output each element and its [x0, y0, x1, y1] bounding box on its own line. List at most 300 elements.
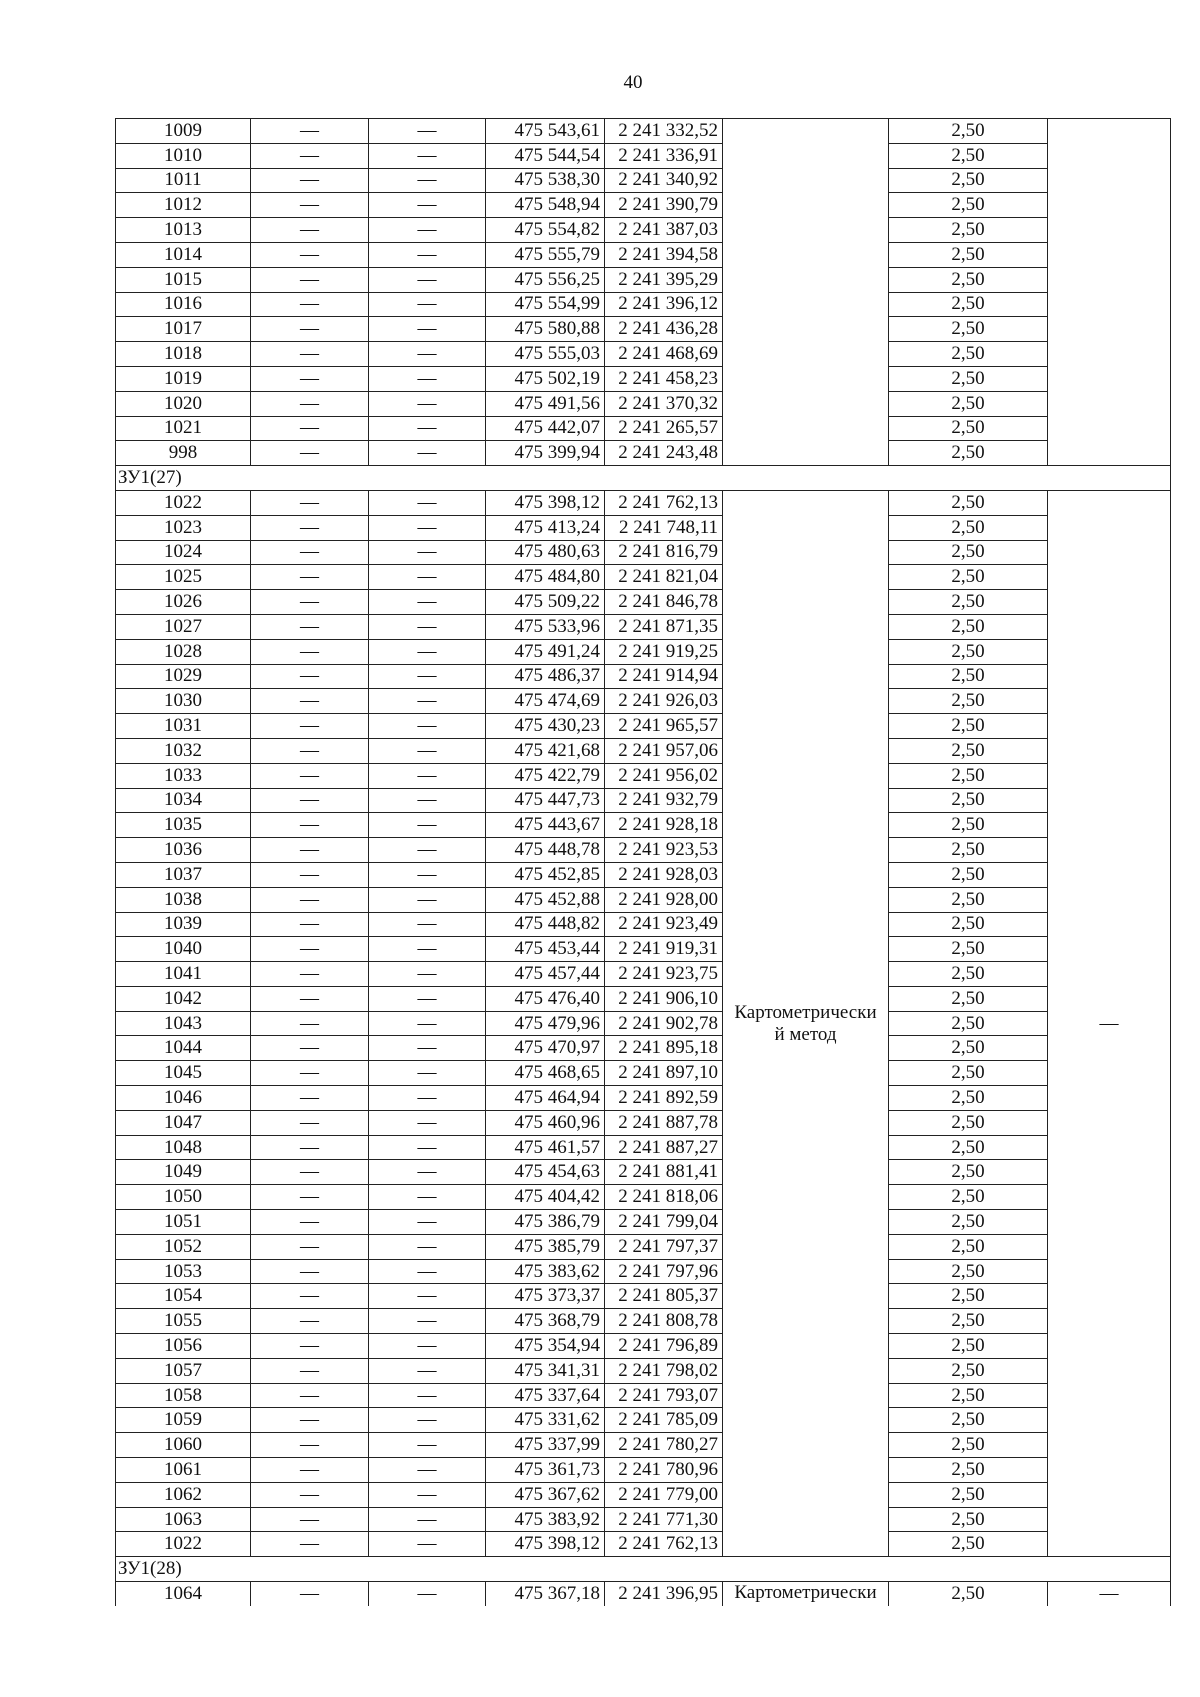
accuracy-value: 2,50: [889, 590, 1048, 615]
coordinate-y: 2 241 265,57: [605, 416, 723, 441]
point-number: 1037: [116, 862, 251, 887]
coordinate-y: 2 241 332,52: [605, 119, 723, 144]
last-column-cell: —: [1048, 490, 1171, 1556]
coordinate-y: 2 241 957,06: [605, 738, 723, 763]
accuracy-value: 2,50: [889, 1234, 1048, 1259]
coordinate-x: 475 486,37: [486, 664, 605, 689]
point-number: 1056: [116, 1334, 251, 1359]
accuracy-value: 2,50: [889, 168, 1048, 193]
coordinate-x: 475 354,94: [486, 1334, 605, 1359]
accuracy-value: 2,50: [889, 490, 1048, 515]
empty-y-old: —: [369, 1383, 486, 1408]
table-row: [116, 862, 1171, 887]
table-row: [116, 639, 1171, 664]
empty-y-old: —: [369, 1458, 486, 1483]
point-number: 1009: [116, 119, 251, 144]
coordinate-y: 2 241 821,04: [605, 565, 723, 590]
empty-x-old: —: [251, 1259, 369, 1284]
accuracy-value: 2,50: [889, 1086, 1048, 1111]
empty-x-old: —: [251, 218, 369, 243]
empty-y-old: —: [369, 614, 486, 639]
empty-x-old: —: [251, 1185, 369, 1210]
coordinate-x: 475 331,62: [486, 1408, 605, 1433]
coordinate-y: 2 241 762,13: [605, 490, 723, 515]
coordinate-y: 2 241 340,92: [605, 168, 723, 193]
point-number: 1012: [116, 193, 251, 218]
table-row: [116, 416, 1171, 441]
table-row: [116, 317, 1171, 342]
point-number: 1054: [116, 1284, 251, 1309]
coordinate-y: 2 241 919,25: [605, 639, 723, 664]
coordinate-x: 475 476,40: [486, 986, 605, 1011]
accuracy-value: 2,50: [889, 119, 1048, 144]
coordinate-x: 475 452,88: [486, 887, 605, 912]
accuracy-value: 2,50: [889, 1160, 1048, 1185]
accuracy-value: 2,50: [889, 1507, 1048, 1532]
empty-x-old: —: [251, 1408, 369, 1433]
coordinate-x: 475 555,79: [486, 242, 605, 267]
table-row: [116, 1110, 1171, 1135]
point-number: 1023: [116, 515, 251, 540]
point-number: 1061: [116, 1458, 251, 1483]
point-number: 1060: [116, 1433, 251, 1458]
method-cell: Картометрически й метод: [723, 490, 889, 1556]
coordinate-y: 2 241 846,78: [605, 590, 723, 615]
empty-x-old: —: [251, 515, 369, 540]
table-row: [116, 565, 1171, 590]
empty-y-old: —: [369, 763, 486, 788]
coordinate-x: 475 367,18: [486, 1582, 605, 1606]
point-number: 1025: [116, 565, 251, 590]
table-row: [116, 1061, 1171, 1086]
accuracy-value: 2,50: [889, 639, 1048, 664]
coordinate-y: 2 241 793,07: [605, 1383, 723, 1408]
table-row: [116, 1185, 1171, 1210]
empty-y-old: —: [369, 143, 486, 168]
point-number: 1031: [116, 714, 251, 739]
coordinate-y: 2 241 762,13: [605, 1532, 723, 1557]
table-row: [116, 391, 1171, 416]
empty-y-old: —: [369, 689, 486, 714]
accuracy-value: 2,50: [889, 267, 1048, 292]
table-row: [116, 1408, 1171, 1433]
table-row: [116, 267, 1171, 292]
empty-x-old: —: [251, 986, 369, 1011]
coordinate-x: 475 509,22: [486, 590, 605, 615]
empty-y-old: —: [369, 267, 486, 292]
empty-x-old: —: [251, 1036, 369, 1061]
empty-y-old: —: [369, 912, 486, 937]
point-number: 1018: [116, 342, 251, 367]
coordinate-x: 475 468,65: [486, 1061, 605, 1086]
coordinate-x: 475 580,88: [486, 317, 605, 342]
point-number: 1035: [116, 813, 251, 838]
empty-y-old: —: [369, 1334, 486, 1359]
coordinate-x: 475 383,92: [486, 1507, 605, 1532]
table-row: [116, 1532, 1171, 1557]
coordinate-y: 2 241 468,69: [605, 342, 723, 367]
coordinate-x: 475 555,03: [486, 342, 605, 367]
empty-y-old: —: [369, 862, 486, 887]
coordinate-x: 475 543,61: [486, 119, 605, 144]
empty-y-old: —: [369, 1135, 486, 1160]
coordinate-y: 2 241 370,32: [605, 391, 723, 416]
coordinate-y: 2 241 928,00: [605, 887, 723, 912]
accuracy-value: 2,50: [889, 366, 1048, 391]
empty-x-old: —: [251, 912, 369, 937]
point-number: 1043: [116, 1011, 251, 1036]
empty-x-old: —: [251, 1433, 369, 1458]
point-number: 1051: [116, 1210, 251, 1235]
coordinate-x: 475 422,79: [486, 763, 605, 788]
point-number: 1017: [116, 317, 251, 342]
accuracy-value: 2,50: [889, 292, 1048, 317]
table-row: [116, 168, 1171, 193]
coordinate-y: 2 241 780,27: [605, 1433, 723, 1458]
accuracy-value: 2,50: [889, 912, 1048, 937]
last-column-cell: [1048, 119, 1171, 466]
empty-x-old: —: [251, 689, 369, 714]
table-row: [116, 1086, 1171, 1111]
accuracy-value: 2,50: [889, 515, 1048, 540]
empty-x-old: —: [251, 193, 369, 218]
empty-y-old: —: [369, 1160, 486, 1185]
point-number: 1010: [116, 143, 251, 168]
empty-x-old: —: [251, 1358, 369, 1383]
coordinate-x: 475 337,99: [486, 1433, 605, 1458]
empty-x-old: —: [251, 1210, 369, 1235]
accuracy-value: 2,50: [889, 1036, 1048, 1061]
coordinates-table: [115, 118, 1171, 1606]
point-number: 1024: [116, 540, 251, 565]
empty-x-old: —: [251, 119, 369, 144]
coordinate-y: 2 241 923,49: [605, 912, 723, 937]
empty-y-old: —: [369, 441, 486, 466]
coordinate-y: 2 241 396,95: [605, 1582, 723, 1606]
empty-y-old: —: [369, 1309, 486, 1334]
accuracy-value: 2,50: [889, 540, 1048, 565]
point-number: 1026: [116, 590, 251, 615]
empty-x-old: —: [251, 342, 369, 367]
coordinate-x: 475 447,73: [486, 788, 605, 813]
point-number: 1058: [116, 1383, 251, 1408]
table-row: [116, 119, 1171, 144]
empty-x-old: —: [251, 1334, 369, 1359]
table-row: [116, 1582, 1171, 1606]
coordinate-y: 2 241 914,94: [605, 664, 723, 689]
empty-y-old: —: [369, 714, 486, 739]
point-number: 1040: [116, 937, 251, 962]
empty-x-old: —: [251, 317, 369, 342]
coordinate-y: 2 241 895,18: [605, 1036, 723, 1061]
point-number: 1059: [116, 1408, 251, 1433]
accuracy-value: 2,50: [889, 813, 1048, 838]
empty-y-old: —: [369, 887, 486, 912]
empty-x-old: —: [251, 937, 369, 962]
table-row: [116, 1383, 1171, 1408]
point-number: 1027: [116, 614, 251, 639]
coordinate-y: 2 241 458,23: [605, 366, 723, 391]
coordinate-y: 2 241 887,27: [605, 1135, 723, 1160]
point-number: 1020: [116, 391, 251, 416]
coordinate-x: 475 502,19: [486, 366, 605, 391]
accuracy-value: 2,50: [889, 193, 1048, 218]
empty-y-old: —: [369, 515, 486, 540]
empty-y-old: —: [369, 540, 486, 565]
table-row: [116, 813, 1171, 838]
empty-y-old: —: [369, 1011, 486, 1036]
empty-x-old: —: [251, 168, 369, 193]
coordinate-y: 2 241 906,10: [605, 986, 723, 1011]
coordinate-y: 2 241 956,02: [605, 763, 723, 788]
accuracy-value: 2,50: [889, 1334, 1048, 1359]
empty-y-old: —: [369, 1482, 486, 1507]
coordinate-x: 475 399,94: [486, 441, 605, 466]
coordinate-x: 475 479,96: [486, 1011, 605, 1036]
empty-y-old: —: [369, 1210, 486, 1235]
table-row: [116, 515, 1171, 540]
coordinate-y: 2 241 796,89: [605, 1334, 723, 1359]
coordinate-x: 475 337,64: [486, 1383, 605, 1408]
group-header-row: [116, 466, 1171, 491]
coordinate-x: 475 373,37: [486, 1284, 605, 1309]
table-row: [116, 1507, 1171, 1532]
table-row: [116, 1036, 1171, 1061]
empty-y-old: —: [369, 416, 486, 441]
accuracy-value: 2,50: [889, 664, 1048, 689]
accuracy-value: 2,50: [889, 565, 1048, 590]
coordinate-x: 475 341,31: [486, 1358, 605, 1383]
coordinate-x: 475 398,12: [486, 490, 605, 515]
accuracy-value: 2,50: [889, 1185, 1048, 1210]
empty-x-old: —: [251, 565, 369, 590]
empty-y-old: —: [369, 788, 486, 813]
table-row: [116, 1433, 1171, 1458]
empty-x-old: —: [251, 1135, 369, 1160]
empty-x-old: —: [251, 1532, 369, 1557]
coordinate-x: 475 448,78: [486, 838, 605, 863]
coordinate-x: 475 454,63: [486, 1160, 605, 1185]
table-row: [116, 937, 1171, 962]
coordinate-x: 475 461,57: [486, 1135, 605, 1160]
accuracy-value: 2,50: [889, 1284, 1048, 1309]
coordinate-y: 2 241 932,79: [605, 788, 723, 813]
empty-y-old: —: [369, 317, 486, 342]
coordinate-y: 2 241 902,78: [605, 1011, 723, 1036]
empty-x-old: —: [251, 416, 369, 441]
coordinate-y: 2 241 818,06: [605, 1185, 723, 1210]
table-row: [116, 887, 1171, 912]
table-row: [116, 540, 1171, 565]
empty-x-old: —: [251, 1234, 369, 1259]
accuracy-value: 2,50: [889, 1358, 1048, 1383]
coordinate-y: 2 241 779,00: [605, 1482, 723, 1507]
empty-x-old: —: [251, 1086, 369, 1111]
table-row: [116, 590, 1171, 615]
empty-y-old: —: [369, 490, 486, 515]
accuracy-value: 2,50: [889, 738, 1048, 763]
coordinate-y: 2 241 748,11: [605, 515, 723, 540]
coordinate-y: 2 241 928,03: [605, 862, 723, 887]
accuracy-value: 2,50: [889, 887, 1048, 912]
empty-x-old: —: [251, 664, 369, 689]
coordinate-x: 475 460,96: [486, 1110, 605, 1135]
table-body: [116, 119, 1171, 1606]
empty-x-old: —: [251, 1507, 369, 1532]
point-number: 1014: [116, 242, 251, 267]
empty-y-old: —: [369, 986, 486, 1011]
point-number: 1028: [116, 639, 251, 664]
coordinate-y: 2 241 780,96: [605, 1458, 723, 1483]
table-row: [116, 490, 1171, 515]
accuracy-value: 2,50: [889, 714, 1048, 739]
empty-x-old: —: [251, 1061, 369, 1086]
table-row: [116, 342, 1171, 367]
coordinate-y: 2 241 871,35: [605, 614, 723, 639]
accuracy-value: 2,50: [889, 614, 1048, 639]
table-row: [116, 763, 1171, 788]
coordinate-x: 475 484,80: [486, 565, 605, 590]
empty-x-old: —: [251, 540, 369, 565]
coordinate-x: 475 470,97: [486, 1036, 605, 1061]
empty-x-old: —: [251, 738, 369, 763]
point-number: 1050: [116, 1185, 251, 1210]
coordinate-x: 475 452,85: [486, 862, 605, 887]
method-cell: Картометрически: [723, 1582, 889, 1606]
empty-x-old: —: [251, 1284, 369, 1309]
page-number: 40: [623, 72, 643, 93]
coordinate-x: 475 448,82: [486, 912, 605, 937]
table-row: [116, 738, 1171, 763]
table-row: [116, 1284, 1171, 1309]
accuracy-value: 2,50: [889, 242, 1048, 267]
table-row: [116, 1358, 1171, 1383]
accuracy-value: 2,50: [889, 441, 1048, 466]
table-row: [116, 912, 1171, 937]
accuracy-value: 2,50: [889, 143, 1048, 168]
coordinate-y: 2 241 965,57: [605, 714, 723, 739]
empty-x-old: —: [251, 1309, 369, 1334]
coordinate-x: 475 457,44: [486, 962, 605, 987]
empty-y-old: —: [369, 218, 486, 243]
point-number: 1057: [116, 1358, 251, 1383]
empty-y-old: —: [369, 1582, 486, 1606]
table-row: [116, 193, 1171, 218]
coordinate-y: 2 241 396,12: [605, 292, 723, 317]
empty-y-old: —: [369, 738, 486, 763]
point-number: 1015: [116, 267, 251, 292]
point-number: 1064: [116, 1582, 251, 1606]
empty-x-old: —: [251, 714, 369, 739]
point-number: 1046: [116, 1086, 251, 1111]
point-number: 1045: [116, 1061, 251, 1086]
coordinate-x: 475 413,24: [486, 515, 605, 540]
coordinate-y: 2 241 887,78: [605, 1110, 723, 1135]
accuracy-value: 2,50: [889, 838, 1048, 863]
coordinate-x: 475 398,12: [486, 1532, 605, 1557]
empty-y-old: —: [369, 962, 486, 987]
coordinate-x: 475 544,54: [486, 143, 605, 168]
table-row: [116, 689, 1171, 714]
accuracy-value: 2,50: [889, 1110, 1048, 1135]
coordinate-y: 2 241 923,53: [605, 838, 723, 863]
empty-x-old: —: [251, 639, 369, 664]
point-number: 1062: [116, 1482, 251, 1507]
coordinate-y: 2 241 771,30: [605, 1507, 723, 1532]
table-row: [116, 218, 1171, 243]
empty-y-old: —: [369, 1408, 486, 1433]
accuracy-value: 2,50: [889, 1433, 1048, 1458]
accuracy-value: 2,50: [889, 391, 1048, 416]
empty-x-old: —: [251, 1482, 369, 1507]
point-number: 1029: [116, 664, 251, 689]
empty-y-old: —: [369, 1433, 486, 1458]
accuracy-value: 2,50: [889, 1482, 1048, 1507]
empty-x-old: —: [251, 788, 369, 813]
empty-x-old: —: [251, 1458, 369, 1483]
table-row: [116, 1160, 1171, 1185]
coordinate-y: 2 241 797,37: [605, 1234, 723, 1259]
empty-x-old: —: [251, 441, 369, 466]
empty-x-old: —: [251, 1383, 369, 1408]
empty-x-old: —: [251, 614, 369, 639]
accuracy-value: 2,50: [889, 962, 1048, 987]
empty-y-old: —: [369, 813, 486, 838]
coordinate-x: 475 491,56: [486, 391, 605, 416]
table-row: [116, 962, 1171, 987]
empty-x-old: —: [251, 1582, 369, 1606]
empty-x-old: —: [251, 391, 369, 416]
coordinate-y: 2 241 243,48: [605, 441, 723, 466]
point-number: 1033: [116, 763, 251, 788]
coordinate-x: 475 383,62: [486, 1259, 605, 1284]
empty-x-old: —: [251, 1110, 369, 1135]
empty-y-old: —: [369, 1234, 486, 1259]
method-cell: [723, 119, 889, 466]
empty-x-old: —: [251, 242, 369, 267]
empty-y-old: —: [369, 1110, 486, 1135]
coordinate-y: 2 241 928,18: [605, 813, 723, 838]
empty-y-old: —: [369, 1358, 486, 1383]
empty-y-old: —: [369, 1259, 486, 1284]
coordinate-y: 2 241 387,03: [605, 218, 723, 243]
table-row: [116, 714, 1171, 739]
accuracy-value: 2,50: [889, 1582, 1048, 1606]
accuracy-value: 2,50: [889, 937, 1048, 962]
coordinate-y: 2 241 798,02: [605, 1358, 723, 1383]
coordinate-y: 2 241 923,75: [605, 962, 723, 987]
accuracy-value: 2,50: [889, 1408, 1048, 1433]
coordinate-x: 475 548,94: [486, 193, 605, 218]
coordinate-x: 475 361,73: [486, 1458, 605, 1483]
point-number: 1036: [116, 838, 251, 863]
empty-x-old: —: [251, 267, 369, 292]
point-number: 1021: [116, 416, 251, 441]
group-label: ЗУ1(27): [116, 466, 1171, 491]
coordinate-y: 2 241 395,29: [605, 267, 723, 292]
coordinate-x: 475 474,69: [486, 689, 605, 714]
empty-y-old: —: [369, 1284, 486, 1309]
accuracy-value: 2,50: [889, 1383, 1048, 1408]
coordinate-x: 475 430,23: [486, 714, 605, 739]
accuracy-value: 2,50: [889, 763, 1048, 788]
point-number: 1042: [116, 986, 251, 1011]
coordinate-y: 2 241 799,04: [605, 1210, 723, 1235]
coordinate-y: 2 241 390,79: [605, 193, 723, 218]
table-row: [116, 1234, 1171, 1259]
point-number: 1034: [116, 788, 251, 813]
empty-x-old: —: [251, 366, 369, 391]
